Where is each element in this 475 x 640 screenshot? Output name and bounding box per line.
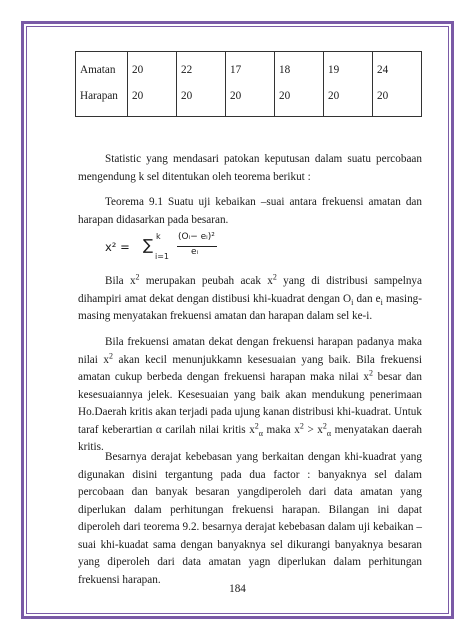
sum-symbol: ∑	[143, 236, 154, 254]
table-cell	[128, 52, 177, 117]
row-label-amatan: Amatan	[80, 64, 116, 76]
text-run: besar dan kesesuaiannya jelek. Kesesuaian yang baik akan mendukung penerimaan Ho.Daerah kritis akan terjadi pada ujung kanan distribusi khi-kuadrat. Untuk taraf keberartian α carilah nilai kritis x	[78, 371, 422, 436]
subscript: i	[351, 297, 354, 307]
paragraph-bila-x2	[78, 273, 422, 326]
page-number: 184	[229, 583, 246, 595]
table-cell	[373, 52, 422, 117]
superscript: 2	[272, 272, 277, 282]
paragraph-theorem	[78, 194, 422, 229]
superscript: 2	[254, 420, 259, 430]
amatan-value: 22	[181, 64, 193, 76]
chi-square-formula	[105, 230, 305, 266]
table-cell	[177, 52, 226, 117]
harapan-value: 20	[230, 90, 242, 102]
paragraph-text: Besarnya derajat kebebasan yang berkaitan dengan khi-kuadrat yang digunakan disini tergantung pada dua factor : banyaknya sel dalam percobaan dan banyak besaran yangdiperoleh dari data amatan yang diperlukan dalam perhitungan frekuensi harapan. Bilangan ini dapat diperoleh dari teorema 9.2. besarnya derajat kebebasan dalam uji kebaikan – suai khi-kuadat sama dengan banyaknya sel dikurangi banyaknya besaran yang diperoleh dari data amatan yagn diperlukan dalam perhitungan frekuensi harapan.	[78, 451, 422, 586]
table-row	[76, 52, 422, 117]
table-cell	[324, 52, 373, 117]
paragraph-frekuensi	[78, 334, 422, 457]
paragraph-derajat-kebebasan	[78, 449, 422, 589]
table-cell	[226, 52, 275, 117]
text-run: Bila frekuensi amatan dekat dengan frekuensi harapan padanya maka nilai x	[78, 336, 422, 366]
harapan-value: 20	[377, 90, 389, 102]
superscript: 2	[299, 420, 304, 430]
text-run: maka x	[263, 423, 300, 436]
text-run: yang di distribusi sampelnya dihampiri amat dekat dengan distibusi khi-kuadrat dengan O	[78, 275, 422, 305]
text-run: Bila x	[105, 275, 136, 287]
amatan-value: 17	[230, 64, 242, 76]
text-run: masing-masing menyatakan frekuensi amatan dan harapan dalam sel ke-i.	[78, 292, 422, 322]
table-cell	[275, 52, 324, 117]
text-run: > x	[303, 423, 323, 436]
row-label-harapan: Harapan	[80, 90, 118, 102]
text-run: dan e	[353, 292, 381, 305]
paragraph-text: Statistic yang mendasari patokan keputusan dalam suatu percobaan mengendung k sel ditentukan oleh teorema berikut :	[78, 153, 422, 183]
formula-denominator: eᵢ	[191, 247, 199, 257]
paragraph-text: Teorema 9.1 Suatu uji kebaikan –suai antara frekuensi amatan dan harapan didasarkan pada besaran.	[78, 196, 422, 226]
observation-table	[75, 51, 422, 117]
harapan-value: 20	[328, 90, 340, 102]
superscript: 2	[108, 350, 113, 360]
superscript: 2	[369, 368, 373, 378]
harapan-value: 20	[132, 90, 144, 102]
text-run: akan kecil menunjukkamn kesesuaian yang baik. Bila frekuensi amatan cukup berbeda dengan frekuensi harapan maka nilai x	[78, 353, 422, 383]
text-run: merupakan peubah acak x	[139, 275, 273, 287]
superscript: 2	[322, 420, 327, 430]
paragraph-text	[78, 334, 422, 457]
sum-lower: i=1	[155, 252, 170, 261]
subscript: α	[326, 428, 332, 438]
subscript: α	[258, 428, 263, 438]
amatan-value: 20	[132, 64, 144, 76]
formula-lhs: x² =	[105, 240, 130, 254]
amatan-value: 19	[328, 64, 340, 76]
table-row-labels	[76, 52, 128, 117]
harapan-value: 20	[181, 90, 193, 102]
subscript: i	[380, 297, 383, 307]
harapan-value: 20	[279, 90, 291, 102]
amatan-value: 24	[377, 64, 389, 76]
text-run: menyatakan daerah kritis.	[78, 423, 423, 453]
paragraph-intro	[78, 151, 422, 186]
sum-upper: k	[156, 232, 161, 241]
amatan-value: 18	[279, 64, 291, 76]
formula-numerator: (Oᵢ− eᵢ)²	[178, 232, 215, 242]
superscript: 2	[135, 272, 140, 282]
paragraph-text	[78, 273, 422, 326]
